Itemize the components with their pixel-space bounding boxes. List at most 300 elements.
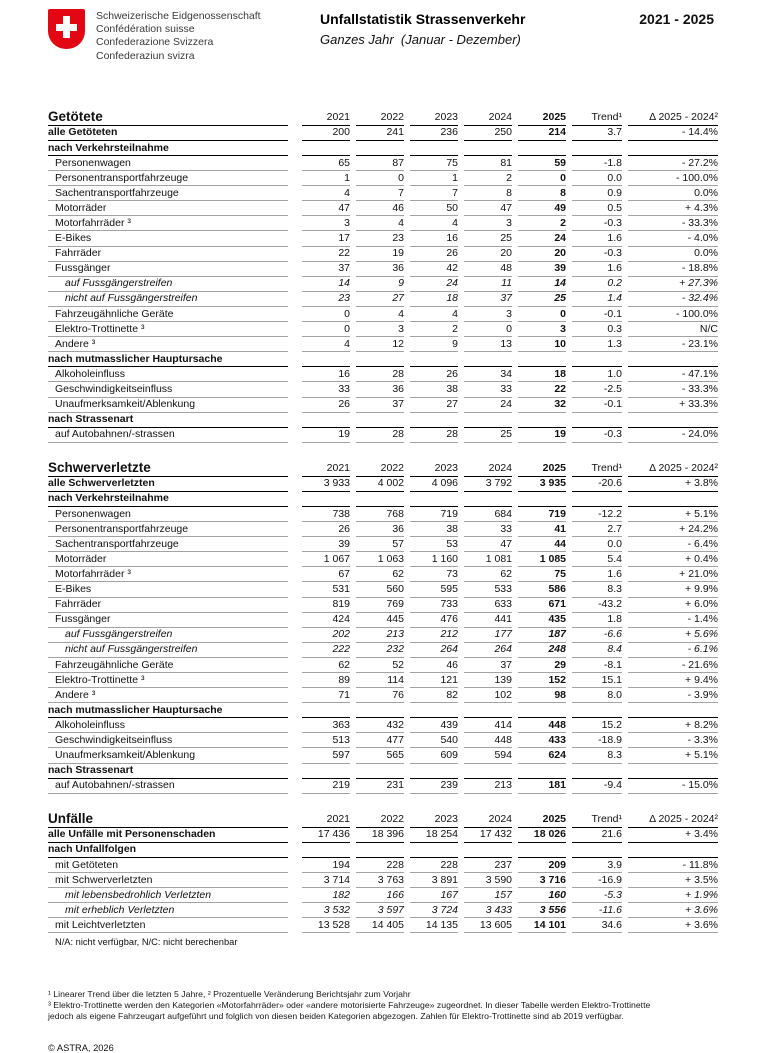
table-header-row [48,811,718,828]
trend-value: 3.9 [572,859,622,874]
trend-value: -20.6 [572,477,622,492]
value-2023: 2 [410,323,458,338]
delta-value: - 18.8% [628,262,718,277]
table-row [48,307,718,322]
value-2021: 26 [302,398,350,413]
value-2023: 3 724 [410,904,458,919]
row-label: Alkoholeinfluss [48,368,288,383]
value-2023: 28 [410,428,458,443]
value-2023: 1 [410,172,458,187]
year-header-2025: 2025 [518,813,566,828]
section-header-row [48,764,718,779]
section-header-row [48,413,718,428]
value-2025: 32 [518,398,566,413]
delta-value: - 14.4% [628,126,718,141]
row-label: alle Schwerverletzten [48,477,288,492]
table-row [48,748,718,763]
row-label: Personenwagen [48,508,288,523]
value-2025: 20 [518,247,566,262]
value-2022: 114 [356,674,404,689]
value-2021: 33 [302,383,350,398]
value-2021: 71 [302,689,350,704]
table-row [48,522,718,537]
value-2023: 1 160 [410,553,458,568]
value-2023: 18 [410,292,458,307]
value-2025: 25 [518,292,566,307]
table-row [48,779,718,794]
delta-value: - 3.9% [628,689,718,704]
value-2022: 28 [356,368,404,383]
page-subtitle: Ganzes Jahr (Januar - Dezember) [320,32,521,47]
value-2022: 37 [356,398,404,413]
value-2024: 139 [464,674,512,689]
value-2021: 4 [302,338,350,353]
row-label: auf Autobahnen/-strassen [48,779,288,794]
value-2025: 14 101 [518,919,566,934]
value-2024: 594 [464,749,512,764]
logo-line-fr: Confédération suisse [96,23,195,36]
row-label: auf Fussgängerstreifen [48,628,288,643]
trend-value: -8.1 [572,659,622,674]
row-label: Geschwindigkeitseinfluss [48,383,288,398]
value-2023: 264 [410,643,458,658]
value-2025: 98 [518,689,566,704]
value-2025: 59 [518,157,566,172]
value-2021: 39 [302,538,350,553]
trend-column-header: Trend¹ [572,462,622,477]
value-2021: 0 [302,323,350,338]
trend-value: 0.3 [572,323,622,338]
table-row [48,643,718,658]
section-header-row [48,352,718,367]
value-2023: 38 [410,383,458,398]
table-3 [48,811,718,948]
value-2025: 152 [518,674,566,689]
year-header-2023: 2023 [410,813,458,828]
delta-value: - 27.2% [628,157,718,172]
value-2023: 236 [410,126,458,141]
value-2025: 75 [518,568,566,583]
footnote-etrottinette-line1: ³ Elektro-Trottinette werden den Kategorien «Motorfahrräder» oder «andere motorisierte Fahrzeuge» zugeordnet. In dieser Tabelle werden Elektro-Trottinette [48,1000,651,1011]
row-label: nach Unfallfolgen [48,843,288,858]
value-2024: 684 [464,508,512,523]
copyright-notice: © ASTRA, 2026 [48,1042,114,1053]
trend-value: -2.5 [572,383,622,398]
value-2024: 237 [464,859,512,874]
value-2023: 75 [410,157,458,172]
value-2021: 14 [302,277,350,292]
table-row [48,367,718,382]
trend-value: -43.2 [572,598,622,613]
row-label: Fussgänger [48,262,288,277]
value-2022: 9 [356,277,404,292]
value-2024: 25 [464,428,512,443]
logo-line-rm: Confederaziun svizra [96,49,195,62]
delta-value: - 33.3% [628,383,718,398]
value-2022: 769 [356,598,404,613]
value-2023: 14 135 [410,919,458,934]
value-2024: 414 [464,719,512,734]
value-2025: 209 [518,859,566,874]
trend-value: -0.3 [572,247,622,262]
value-2023: 53 [410,538,458,553]
row-label: mit Leichtverletzten [48,919,288,934]
row-label: nach mutmasslicher Hauptursache [48,704,288,719]
value-2021: 194 [302,859,350,874]
value-2025: 44 [518,538,566,553]
row-label: Unaufmerksamkeit/Ablenkung [48,749,288,764]
row-label: Fussgänger [48,613,288,628]
row-label: Personentransportfahrzeuge [48,172,288,187]
table-row [48,873,718,888]
value-2025: 14 [518,277,566,292]
value-2024: 20 [464,247,512,262]
value-2021: 89 [302,674,350,689]
delta-column-header: Δ 2025 - 2024² [628,813,718,828]
value-2022: 232 [356,643,404,658]
table-row [48,428,718,443]
trend-value: 5.4 [572,553,622,568]
value-2023: 38 [410,523,458,538]
trend-value: 34.6 [572,919,622,934]
value-2023: 26 [410,368,458,383]
table-title: Schwerverletzte [48,461,288,477]
year-header-2023: 2023 [410,111,458,126]
table-row [48,171,718,186]
value-2022: 36 [356,262,404,277]
trend-value: -11.6 [572,904,622,919]
value-2021: 202 [302,628,350,643]
table-row [48,903,718,918]
value-2022: 4 [356,308,404,323]
value-2023: 733 [410,598,458,613]
value-2025: 448 [518,719,566,734]
value-2022: 477 [356,734,404,749]
table-row [48,718,718,733]
footnote-trend-definition: ¹ Linearer Trend über die letzten 5 Jahre, ² Prozentuelle Veränderung Berichtsjahr zum Vorjahr [48,989,411,1000]
value-2023: 9 [410,338,458,353]
delta-value: + 21.0% [628,568,718,583]
value-2025: 248 [518,643,566,658]
year-header-2025: 2025 [518,462,566,477]
value-2022: 14 405 [356,919,404,934]
value-2024: 34 [464,368,512,383]
table-row [48,322,718,337]
value-2025: 214 [518,126,566,141]
delta-value: - 1.4% [628,613,718,628]
value-2025: 19 [518,428,566,443]
value-2024: 8 [464,187,512,202]
delta-value: + 8.2% [628,719,718,734]
value-2022: 52 [356,659,404,674]
delta-value: + 3.6% [628,904,718,919]
row-label: Personenwagen [48,157,288,172]
delta-value: + 6.0% [628,598,718,613]
row-label: Fahrzeugähnliche Geräte [48,308,288,323]
value-2023: 46 [410,659,458,674]
value-2021: 363 [302,719,350,734]
value-2022: 1 063 [356,553,404,568]
delta-value: + 3.4% [628,828,718,843]
value-2022: 36 [356,383,404,398]
row-label: nicht auf Fussgängerstreifen [48,643,288,658]
value-2024: 24 [464,398,512,413]
value-2024: 213 [464,779,512,794]
row-label: Sachentransportfahrzeuge [48,538,288,553]
trend-value: 0.0 [572,172,622,187]
value-2022: 7 [356,187,404,202]
value-2025: 719 [518,508,566,523]
year-header-2021: 2021 [302,111,350,126]
value-2023: 24 [410,277,458,292]
table-row [48,658,718,673]
delta-value: + 3.8% [628,477,718,492]
delta-value: - 4.0% [628,232,718,247]
value-2021: 3 532 [302,904,350,919]
value-2024: 3 590 [464,874,512,889]
value-2025: 433 [518,734,566,749]
table-row [48,382,718,397]
value-2024: 264 [464,643,512,658]
table-row [48,398,718,413]
value-2025: 586 [518,583,566,598]
delta-value: - 11.8% [628,859,718,874]
value-2024: 2 [464,172,512,187]
delta-value: + 5.1% [628,508,718,523]
trend-value: 8.0 [572,689,622,704]
value-2022: 228 [356,859,404,874]
value-2022: 19 [356,247,404,262]
logo-wordmark [96,9,261,63]
delta-value: + 24.2% [628,523,718,538]
delta-value: - 47.1% [628,368,718,383]
value-2022: 3 763 [356,874,404,889]
value-2022: 23 [356,232,404,247]
period-range: 2021 - 2025 [639,11,714,27]
value-2023: 50 [410,202,458,217]
value-2023: 3 891 [410,874,458,889]
value-2024: 25 [464,232,512,247]
table-row [48,537,718,552]
trend-value: 8.4 [572,643,622,658]
value-2024: 3 [464,308,512,323]
table-row [48,688,718,703]
value-2021: 3 714 [302,874,350,889]
page-title: Unfallstatistik Strassenverkehr [320,11,526,27]
value-2025: 181 [518,779,566,794]
value-2023: 239 [410,779,458,794]
value-2022: 87 [356,157,404,172]
value-2023: 4 096 [410,477,458,492]
value-2024: 3 792 [464,477,512,492]
value-2021: 23 [302,292,350,307]
value-2023: 595 [410,583,458,598]
table-row [48,337,718,352]
year-header-2024: 2024 [464,111,512,126]
trend-value: -1.8 [572,157,622,172]
delta-value: N/C [628,323,718,338]
value-2024: 37 [464,292,512,307]
value-2021: 182 [302,889,350,904]
row-label: mit erheblich Verletzten [48,904,288,919]
table-row [48,201,718,216]
value-2025: 29 [518,659,566,674]
footnotes [48,989,714,1021]
trend-value: 1.6 [572,568,622,583]
row-label: E-Bikes [48,232,288,247]
trend-value: -6.6 [572,628,622,643]
delta-value: - 23.1% [628,338,718,353]
table-row [48,567,718,582]
value-2021: 597 [302,749,350,764]
value-2024: 177 [464,628,512,643]
delta-value: + 33.3% [628,398,718,413]
value-2023: 73 [410,568,458,583]
swiss-confederation-logo [48,9,320,63]
table-row [48,277,718,292]
table-title: Unfälle [48,812,288,828]
value-2022: 0 [356,172,404,187]
trend-value: 1.6 [572,232,622,247]
row-label: nicht auf Fussgängerstreifen [48,292,288,307]
delta-column-header: Δ 2025 - 2024² [628,111,718,126]
trend-value: 21.6 [572,828,622,843]
value-2022: 76 [356,689,404,704]
value-2022: 62 [356,568,404,583]
trend-value: 0.0 [572,538,622,553]
value-2022: 166 [356,889,404,904]
value-2024: 3 433 [464,904,512,919]
value-2024: 633 [464,598,512,613]
value-2025: 3 716 [518,874,566,889]
value-2023: 4 [410,217,458,232]
trend-column-header: Trend¹ [572,111,622,126]
value-2025: 10 [518,338,566,353]
row-label: alle Getöteten [48,126,288,141]
section-header-row [48,141,718,156]
table-row [48,828,718,843]
value-2021: 531 [302,583,350,598]
delta-value: + 3.5% [628,874,718,889]
section-header-row [48,492,718,507]
row-label: Motorräder [48,553,288,568]
footnote-etrottinette-line2: jedoch als eigene Fahrzeugart aufgeführt und folglich von diesen beiden Kategorien abgezogen. Zahlen für Elektro-Trottinette sind ab 2019 verfügbar. [48,1011,624,1021]
value-2024: 157 [464,889,512,904]
value-2022: 57 [356,538,404,553]
value-2022: 565 [356,749,404,764]
trend-value: 3.7 [572,126,622,141]
value-2024: 81 [464,157,512,172]
value-2021: 738 [302,508,350,523]
value-2021: 513 [302,734,350,749]
value-2023: 609 [410,749,458,764]
cross-horizontal-bar [56,24,77,31]
table-row [48,156,718,171]
section-header-row [48,703,718,718]
table-1 [48,109,718,443]
table-header-row [48,109,718,126]
table-row [48,262,718,277]
value-2025: 24 [518,232,566,247]
row-label: Motorfahrräder ³ [48,568,288,583]
trend-column-header: Trend¹ [572,813,622,828]
value-2022: 28 [356,428,404,443]
row-label: nach Verkehrsteilnahme [48,142,288,157]
value-2023: 212 [410,628,458,643]
year-header-2021: 2021 [302,462,350,477]
statistics-tables [48,108,718,948]
trend-value: 1.8 [572,613,622,628]
table-row [48,598,718,613]
value-2021: 26 [302,523,350,538]
table-row [48,582,718,597]
table-row [48,477,718,492]
table-row [48,247,718,262]
trend-value: 1.4 [572,292,622,307]
delta-value: + 9.4% [628,674,718,689]
value-2022: 18 396 [356,828,404,843]
value-2021: 0 [302,308,350,323]
section-header-row [48,843,718,858]
value-2022: 445 [356,613,404,628]
trend-value: -5.3 [572,889,622,904]
table-title: Getötete [48,110,288,126]
row-label: auf Fussgängerstreifen [48,277,288,292]
trend-value: 1.6 [572,262,622,277]
value-2021: 62 [302,659,350,674]
value-2024: 102 [464,689,512,704]
table-row [48,507,718,522]
value-2024: 3 [464,217,512,232]
table-row [48,858,718,873]
year-header-2021: 2021 [302,813,350,828]
value-2025: 435 [518,613,566,628]
value-2024: 13 [464,338,512,353]
delta-value: + 1.9% [628,889,718,904]
value-2023: 4 [410,308,458,323]
value-2024: 0 [464,323,512,338]
value-2025: 22 [518,383,566,398]
value-2025: 39 [518,262,566,277]
trend-value: -18.9 [572,734,622,749]
table-row [48,628,718,643]
row-label: auf Autobahnen/-strassen [48,428,288,443]
delta-value: + 27.3% [628,277,718,292]
value-2024: 1 081 [464,553,512,568]
delta-value: - 24.0% [628,428,718,443]
table-2 [48,460,718,794]
table-row [48,216,718,231]
value-2021: 13 528 [302,919,350,934]
value-2024: 448 [464,734,512,749]
trend-value: -0.3 [572,428,622,443]
value-2021: 17 436 [302,828,350,843]
logo-line-de: Schweizerische Eidgenossenschaft [96,10,261,22]
swiss-cross-shield-icon [48,9,85,49]
value-2023: 228 [410,859,458,874]
trend-value: -9.4 [572,779,622,794]
value-2023: 121 [410,674,458,689]
table-row [48,552,718,567]
value-2022: 432 [356,719,404,734]
row-label: Fahrräder [48,598,288,613]
value-2025: 671 [518,598,566,613]
delta-value: - 32.4% [628,292,718,307]
value-2021: 219 [302,779,350,794]
value-2021: 16 [302,368,350,383]
row-label: E-Bikes [48,583,288,598]
trend-value: 1.3 [572,338,622,353]
